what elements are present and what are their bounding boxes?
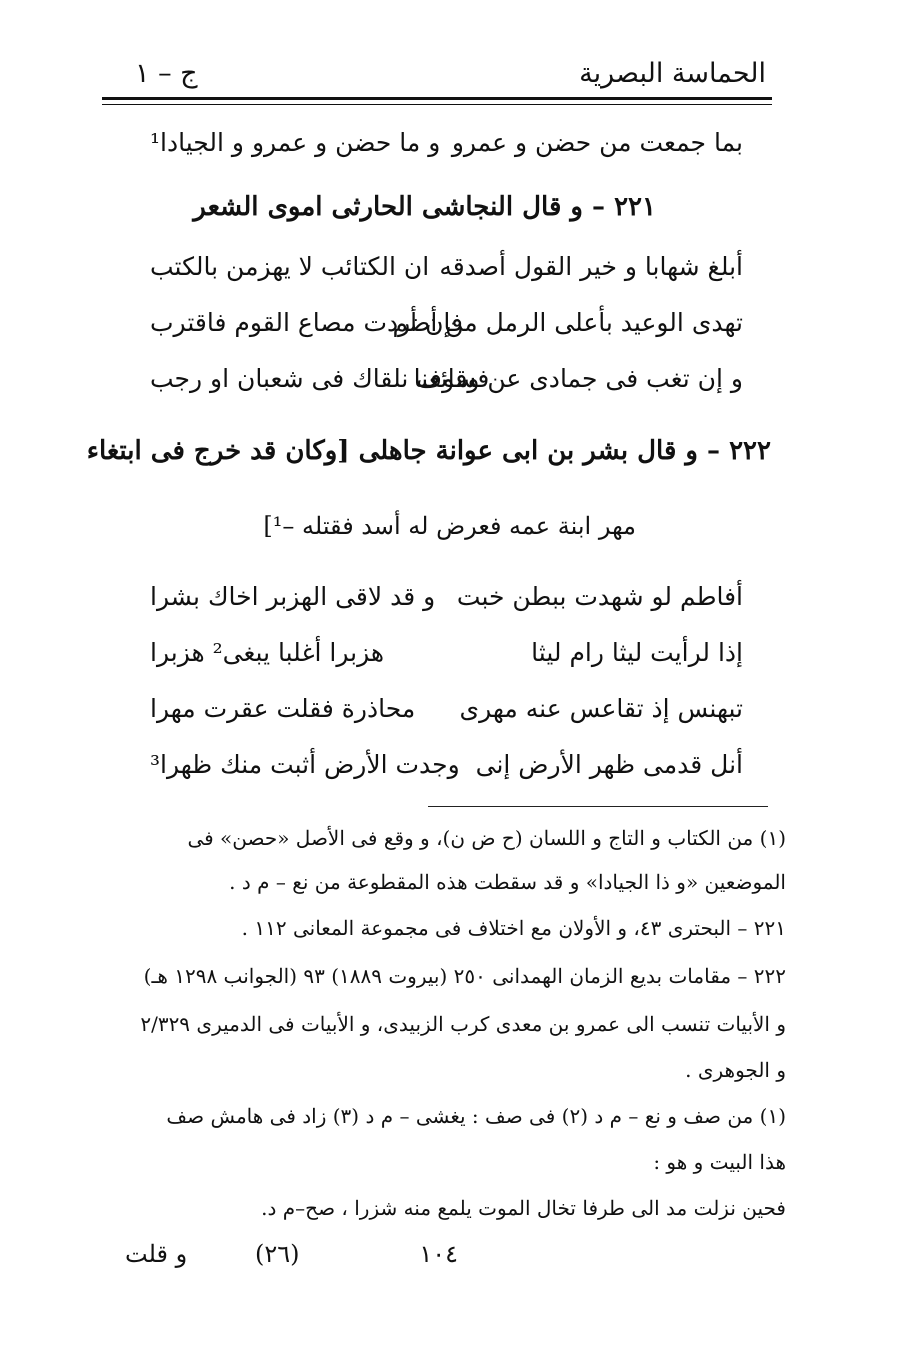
footnote-line: فحين نزلت مد الى طرفا تخال الموت يلمع منه شزرا ، صح–م د.: [261, 1196, 786, 1220]
footnote-line: ٢٢٢ – مقامات بديع الزمان الهمدانى ٢٥٠ (بيروت ١٨٨٩) ٩٣ (الجوانب ١٢٩٨ هـ): [143, 964, 786, 988]
footnote-line: و الأبيات تنسب الى عمرو بن معدى كرب الزبيدى، و الأبيات فى الدميرى ٢/٣٢٩: [140, 1012, 786, 1036]
footnote-line: الموضعين «و ذا الجيادا» و قد سقطت هذه المقطوعة من نع – م د .: [229, 870, 786, 894]
footnote-rule: [428, 806, 768, 807]
verse-hemistich-right: أبلغ شهابا و خير القول أصدقه: [439, 252, 743, 281]
verse-hemistich-left: ان الكتائب لا يهزمن بالكتب: [150, 252, 430, 281]
poem-221-title: ٢٢١ – و قال النجاشى الحارثى اموى الشعر: [193, 192, 656, 222]
verse-hemistich-left: فسوف نلقاك فى شعبان او رجب: [150, 364, 490, 393]
verse-hemistich-left: فإن أردت مصاع القوم فاقترب: [150, 308, 464, 337]
footnote-line: هذا البيت و هو :: [653, 1150, 786, 1174]
verse-hemistich-left: هزبرا أغلبا يبغى² هزبرا: [150, 638, 385, 667]
verse-hemistich-left: محاذرة فقلت عقرت مهرا: [150, 694, 416, 723]
running-title: الحماسة البصرية: [579, 58, 766, 89]
verse-hemistich-right: تبهنس إذ تقاعس عنه مهرى: [459, 694, 743, 723]
verse-hemistich-right: أنل قدمى ظهر الأرض إنى: [475, 750, 743, 779]
verse-hemistich-right: أفاطم لو شهدت ببطن خبت: [456, 582, 743, 611]
poem-222-title: ٢٢٢ – و قال بشر بن ابى عوانة جاهلى [وكان قد خرج فى ابتغاء: [86, 436, 771, 466]
verse-hemistich-left: وجدت الأرض أثبت منك ظهرا³: [150, 750, 460, 779]
footnote-line: (١) من صف و نع – م د (٢) فى صف : يغشى – م د (٣) زاد فى هامش صف: [166, 1104, 786, 1128]
header-rule-thick: [102, 97, 772, 100]
footnote-line: و الجوهرى .: [685, 1058, 786, 1082]
catchword: و قلت: [125, 1240, 188, 1268]
page-label: (٢٦): [255, 1240, 300, 1268]
verse-hemistich-right: بما جمعت من حضن و عمرو: [451, 128, 743, 157]
footnote-line: ٢٢١ – البحترى ٤٣، و الأولان مع اختلاف فى مجموعة المعانى ١١٢ .: [241, 916, 786, 940]
verse-hemistich-left: و قد لاقى الهزبر اخاك بشرا: [150, 582, 436, 611]
poem-222-subtitle: مهر ابنة عمه فعرض له أسد فقتله –¹]: [263, 512, 636, 540]
verse-hemistich-right: إذا لرأيت ليثا رام ليثا: [531, 638, 743, 667]
volume-label: ج – ١: [135, 58, 198, 89]
header-rule-thin: [102, 104, 772, 105]
verse-hemistich-left: و ما حضن و عمرو و الجيادا¹: [150, 128, 441, 157]
verse-hemistich-right: تهدى الوعيد بأعلى الرمل من أضم: [392, 308, 743, 337]
page-number: ١٠٤: [419, 1240, 458, 1268]
verse-hemistich-right: و إن تغب فى جمادى عن وقائعنا: [413, 364, 743, 393]
footnote-line: (١) من الكتاب و التاج و اللسان (ح ض ن)، و وقع فى الأصل «حصن» فى: [187, 826, 786, 850]
